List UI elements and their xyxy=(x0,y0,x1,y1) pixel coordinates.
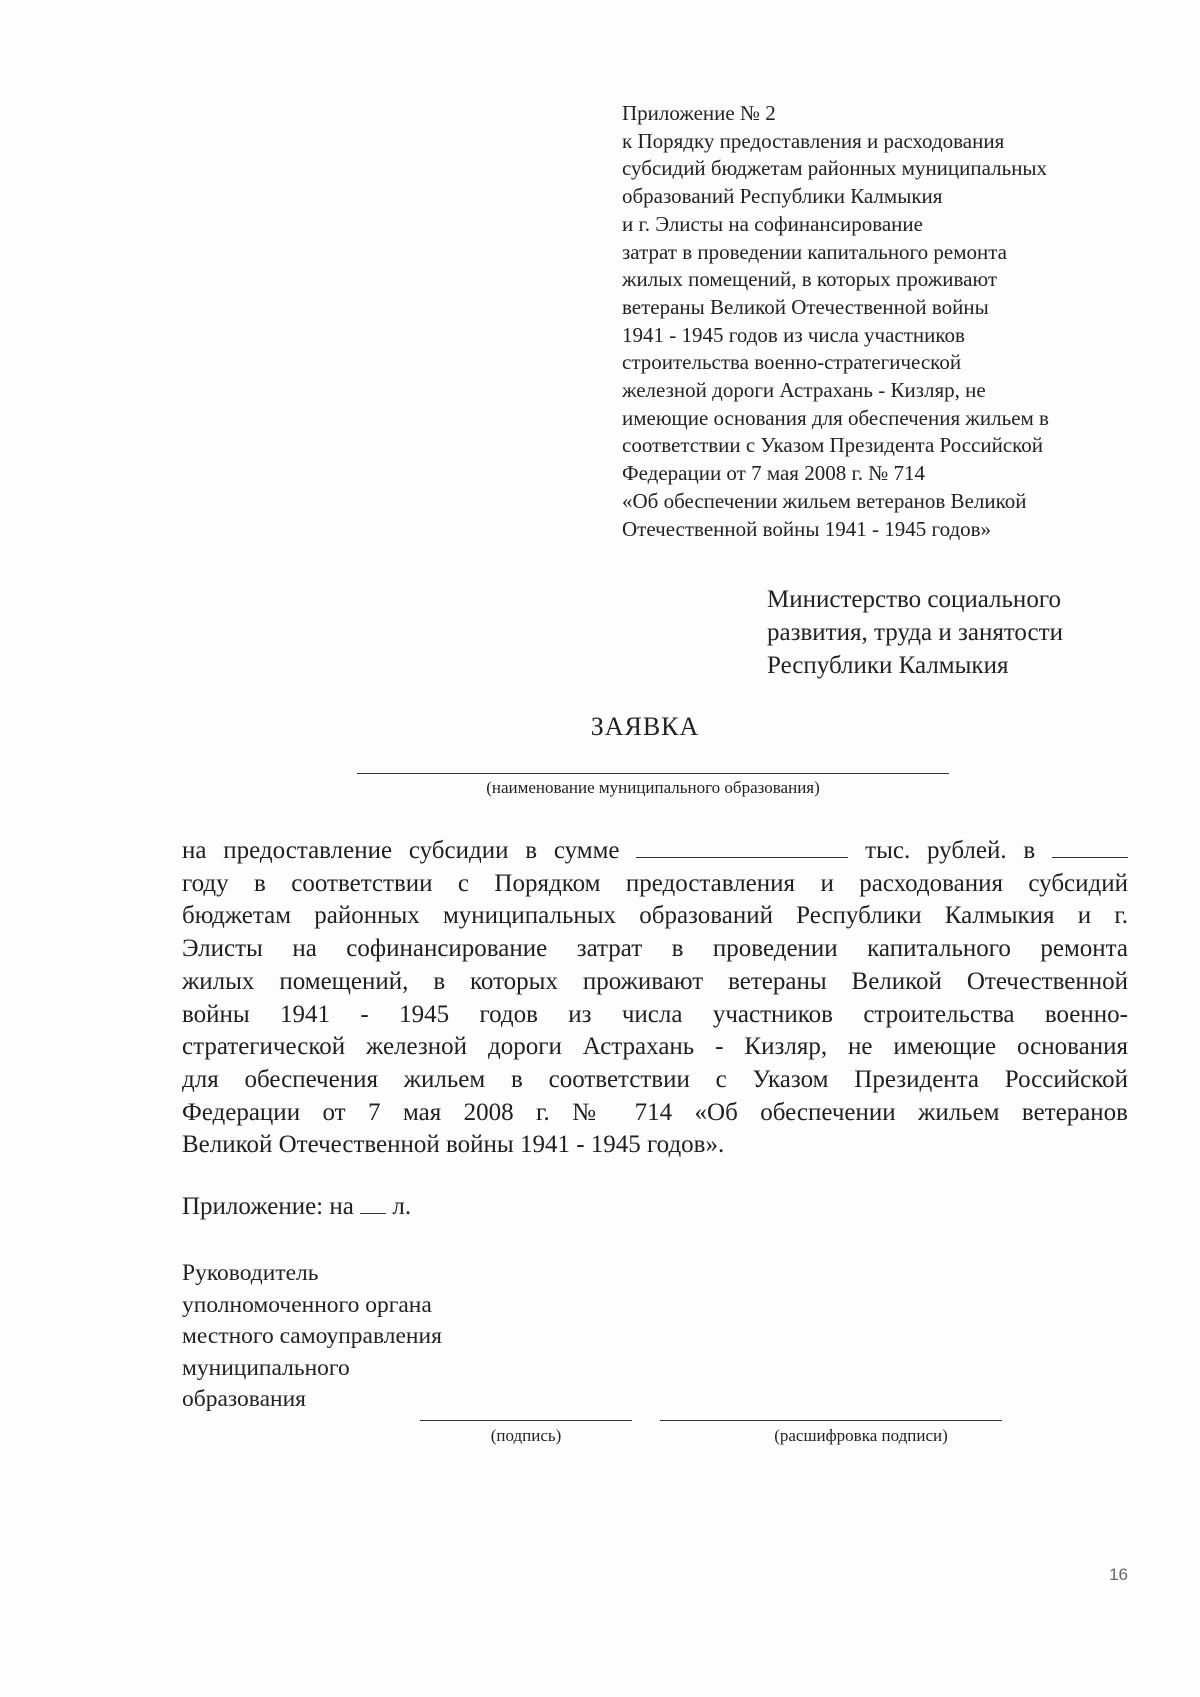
attachment-pages-blank[interactable] xyxy=(360,1195,386,1214)
signer-block xyxy=(182,1258,442,1416)
appendix-line: к Порядку предоставления и расходования xyxy=(622,128,1005,153)
body-line: стратегической железной дороги Астрахань - Кизляр, не имеющие основания xyxy=(182,1033,1128,1061)
subsidy-amount-blank[interactable] xyxy=(636,839,848,858)
attachment-line xyxy=(182,1193,411,1221)
addressee-line: Республики Калмыкия xyxy=(767,652,1009,679)
appendix-line: железной дороги Астрахань - Кизляр, не xyxy=(622,378,986,403)
signer-line: муниципального xyxy=(182,1354,350,1381)
signature-caption: (подпись) xyxy=(490,1426,562,1445)
body-line: бюджетам районных муниципальных образований Республики Калмыкия и г. xyxy=(182,902,1128,930)
appendix-line: Отечественной войны 1941 - 1945 годов» xyxy=(622,516,992,541)
body-text-fragment: тыс. рублей. в xyxy=(865,837,1036,864)
signature-blank[interactable] xyxy=(420,1420,632,1421)
signer-line: местного самоуправления xyxy=(182,1323,442,1350)
municipality-name-blank[interactable] xyxy=(357,773,949,774)
appendix-line: Федерации от 7 мая 2008 г. № 714 xyxy=(622,461,925,486)
appendix-line: ветераны Великой Отечественной войны xyxy=(622,294,989,319)
body-line: для обеспечения жильем в соответствии с Указом Президента Российской xyxy=(182,1065,1128,1093)
appendix-header xyxy=(622,100,1122,543)
body-line: войны 1941 - 1945 годов из числа участников строительства военно- xyxy=(182,1000,1128,1028)
addressee-block xyxy=(767,583,1147,682)
appendix-line: имеющие основания для обеспечения жильем в xyxy=(622,405,1049,430)
municipality-name-caption: (наименование муниципального образования) xyxy=(486,778,820,797)
body-line: Элисты на софинансирование затрат в проведении капитального ремонта xyxy=(182,935,1128,963)
attachment-prefix: Приложение: на xyxy=(182,1193,354,1220)
addressee-line: Министерство социального xyxy=(767,586,1061,613)
application-body xyxy=(182,835,1128,1162)
body-line: Великой Отечественной войны 1941 - 1945 годов». xyxy=(182,1131,725,1159)
appendix-line: «Об обеспечении жильем ветеранов Великой xyxy=(622,488,1027,513)
page-number: 16 xyxy=(1109,1565,1128,1584)
body-text-fragment: на предоставление субсидии в сумме xyxy=(182,837,620,864)
appendix-line: и г. Элисты на софинансирование xyxy=(622,211,923,236)
body-line: жилых помещений, в которых проживают ветераны Великой Отечественной xyxy=(182,967,1128,995)
body-line-1 xyxy=(182,835,1128,868)
appendix-line: жилых помещений, в которых проживают xyxy=(622,267,998,292)
signer-line: образования xyxy=(182,1386,306,1413)
appendix-line: Приложение № 2 xyxy=(622,101,776,125)
appendix-line: соответствии с Указом Президента Российской xyxy=(622,433,1044,458)
attachment-suffix: л. xyxy=(392,1193,412,1220)
year-blank[interactable] xyxy=(1052,839,1128,858)
body-line: Федерации от 7 мая 2008 г. № 714 «Об обеспечении жильем ветеранов xyxy=(182,1098,1128,1126)
signer-line: уполномоченного органа xyxy=(182,1291,432,1318)
signature-decode-blank[interactable] xyxy=(660,1420,1002,1421)
document-title: ЗАЯВКА xyxy=(590,712,700,741)
appendix-line: 1941 - 1945 годов из числа участников xyxy=(622,322,965,347)
signer-line: Руководитель xyxy=(182,1260,319,1286)
addressee-line: развития, труда и занятости xyxy=(767,619,1063,646)
signature-decode-caption: (расшифровка подписи) xyxy=(774,1426,948,1445)
appendix-line: субсидий бюджетам районных муниципальных xyxy=(622,156,1048,181)
appendix-line: строительства военно-стратегической xyxy=(622,350,962,375)
appendix-line: затрат в проведении капитального ремонта xyxy=(622,239,1008,264)
appendix-line: образований Республики Калмыкия xyxy=(622,184,943,209)
body-line: году в соответствии с Порядком предоставления и расходования субсидий xyxy=(182,869,1128,897)
